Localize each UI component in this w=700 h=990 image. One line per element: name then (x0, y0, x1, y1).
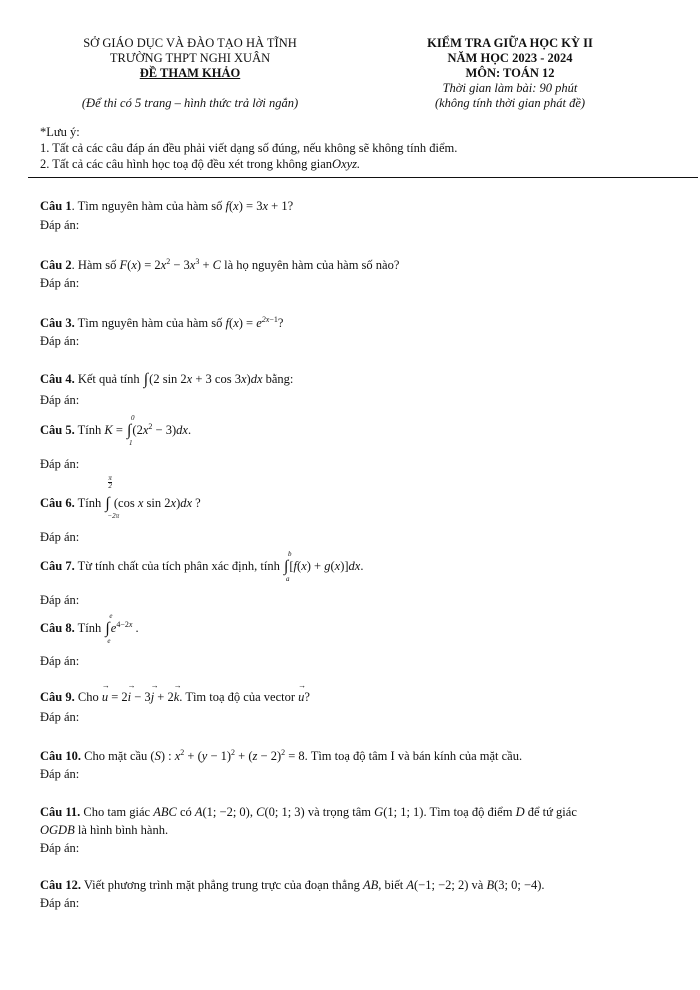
question-6: Câu 6. Tính ∫ $\frac{\pi}{2}$ −2π (cos x sin 2x)dx ? (40, 474, 201, 520)
integral-sign: ∫ (143, 371, 149, 388)
integral-sign: ∫ e e (105, 612, 113, 646)
answer-label-10: Đáp án: (40, 767, 80, 781)
question-5: Câu 5. Tính K = ∫ 0 1 $(2x^2 - 3)dx$. (40, 414, 192, 448)
answer-label-11: Đáp án: (40, 841, 80, 855)
divider (28, 177, 698, 178)
exam-type: ĐỀ THAM KHẢO (139, 66, 241, 80)
integral-sign: ∫ $\frac{\pi}{2}$ −2π (105, 474, 120, 520)
question-1: Câu 1. Tìm nguyên hàm của hàm số f(x) = 3x + 1? (40, 199, 294, 213)
question-4: Câu 4. Kết quả tính ∫(2 sin 2x + 3 cos 3x)dx bằng: (40, 371, 294, 388)
note-item-2: 2. Tất cả các câu hình học toạ độ đều xét trong không gianOxyz. (40, 157, 361, 171)
answer-label-5: Đáp án: (40, 457, 80, 471)
header-left (40, 36, 340, 111)
answer-label-12: Đáp án: (40, 896, 80, 910)
school-name: TRƯỜNG THPT NGHI XUÂN (109, 51, 271, 65)
time-note: (không tính thời gian phát đề) (434, 96, 586, 110)
question-10: Câu 10. Cho mặt cầu (S) : $x^2 + (y - 1)^2 + (z - 2)^2 = 8$. Tìm toạ độ tâm I và bán kính của mặt cầu. (40, 748, 523, 764)
question-11-line-2: OGDB là hình bình hành. (40, 823, 169, 837)
department-name: SỞ GIÁO DỤC VÀ ĐÀO TẠO HÀ TĨNH (83, 36, 297, 50)
question-3: Câu 3. Tìm nguyên hàm của hàm số $f(x) = e^{2x-1}$? (40, 315, 284, 331)
answer-label-1: Đáp án: (40, 218, 80, 232)
integral-sign: ∫ b a (283, 550, 292, 583)
note-item-1: 1. Tất cả các câu đáp án đều phải viết dạng số đúng, nếu không sẽ không tính điểm. (40, 141, 458, 155)
answer-label-3: Đáp án: (40, 334, 80, 348)
answer-label-9: Đáp án: (40, 710, 80, 724)
header-right (380, 36, 640, 111)
notes-title: *Lưu ý: (40, 125, 80, 139)
answer-label-4: Đáp án: (40, 393, 80, 407)
answer-label-2: Đáp án: (40, 276, 80, 290)
answer-label-6: Đáp án: (40, 530, 80, 544)
subject: MÔN: TOÁN 12 (465, 66, 555, 80)
question-12: Câu 12. Viết phương trình mặt phẳng trung trực của đoạn thẳng AB, biết A(−1; −2; 2) và B(3; 0; −4). (40, 878, 545, 892)
school-year: NĂM HỌC 2023 - 2024 (447, 51, 573, 65)
question-7: Câu 7. Từ tính chất của tích phân xác định, tính ∫ b a [f(x) + g(x)]dx. (40, 550, 364, 583)
time-limit: Thời gian làm bài: 90 phút (442, 81, 578, 95)
question-8: Câu 8. Tính ∫ e e $e^{4-2x}$ . (40, 612, 139, 646)
question-2: Câu 2. Hàm số $F(x) = 2x^2 - 3x^3 + C$ là họ nguyên hàm của hàm số nào? (40, 257, 400, 273)
page-count-note: (Để thi có 5 trang – hình thức trả lời ngắn) (81, 96, 299, 110)
exam-title: KIỂM TRA GIỮA HỌC KỲ II (427, 36, 593, 50)
answer-label-7: Đáp án: (40, 593, 80, 607)
question-11: Câu 11. Cho tam giác ABC có A(1; −2; 0), C(0; 1; 3) và trọng tâm G(1; 1; 1). Tìm toạ độ điểm D để tứ giác (40, 805, 577, 819)
integral-sign: ∫ 0 1 (127, 414, 135, 448)
answer-label-8: Đáp án: (40, 654, 80, 668)
question-9: Câu 9. Cho → u = 2→ i − 3→ j + 2→ k. Tìm toạ độ của vector → u? (40, 690, 310, 705)
